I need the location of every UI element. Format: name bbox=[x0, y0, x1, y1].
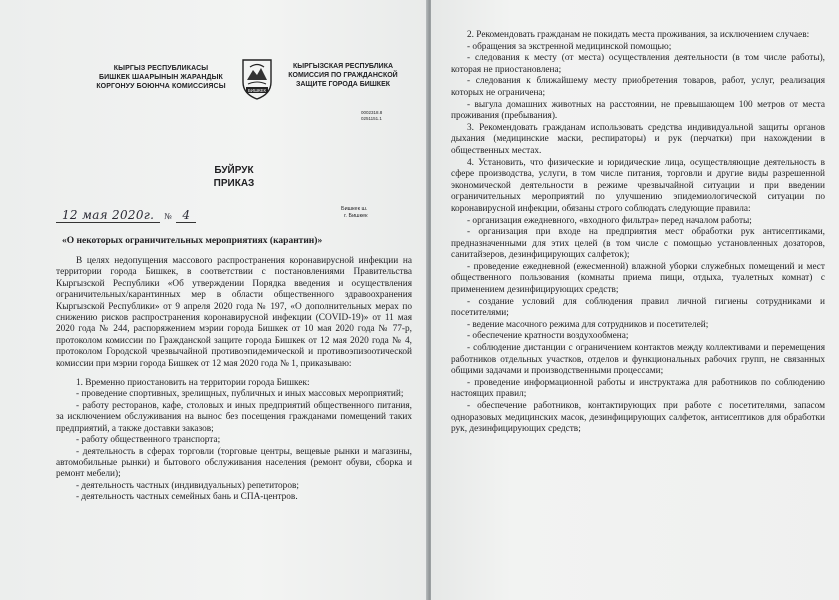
doc-code: 0251151.1 bbox=[361, 116, 382, 121]
order-number: 4 bbox=[176, 208, 196, 223]
clause-1-item: - проведение спортивных, зрелищных, публичных и иных массовых мероприятий; bbox=[76, 389, 404, 400]
clause-1-item: - деятельность в сферах торговли (торговые центры, вещевые рынки и магазины, автомобильные рынки) и бытового обслуживания населения (ремонт обуви, сборка и ремонт мебели); bbox=[56, 446, 412, 480]
place-of-issue bbox=[341, 206, 368, 220]
clause-4-item: - обеспечение работников, контактирующих при работе с посетителями, запасом одноразовых медицинских масок, дезинфицирующих салфеток, антисептиков для обработки рук, дезинфицирующих средств; bbox=[451, 401, 825, 435]
order-titles bbox=[56, 164, 412, 190]
letterhead-kyrgyz bbox=[86, 64, 236, 91]
order-subject: «О некоторых ограничительных мероприятиях (карантин)» bbox=[62, 236, 323, 246]
letterhead-kg-line: КЫРГЫЗ РЕСПУБЛИКАСЫ bbox=[113, 65, 209, 72]
title-russian: ПРИКАЗ bbox=[213, 178, 255, 189]
clause-4-item: - обеспечение кратности воздухообмена; bbox=[467, 331, 629, 342]
clause-2-item: - выгула домашних животных на расстоянии, не превышающем 100 метров от места проживания (пребывания). bbox=[451, 99, 825, 122]
date-line bbox=[56, 200, 412, 234]
letterhead bbox=[56, 30, 412, 122]
clause-4-item: - ведение масочного режима для сотрудников и посетителей; bbox=[467, 319, 709, 330]
clause-4-item: - организация при входе на предприятия мест обработки рук антисептиками, предназначенными для этих целей (в том числе с помощью установленных дозаторов, санитайзеров, дезинфицирующих салфеток); bbox=[451, 227, 825, 261]
letterhead-kg-line: БИШКЕК ШААРЫНЫН ЖАРАНДЫК bbox=[99, 74, 223, 81]
letterhead-kg-line: КОРГОНУУ БОЮНЧА КОМИССИЯСЫ bbox=[96, 83, 226, 90]
clause-4-item: - соблюдение дистанции с ограничением контактов между коллективами и перемещения работников отдельных участков, отделов и функциональных рабочих групп, не связанных общими задачами и производственными процессами; bbox=[451, 343, 825, 377]
bishkek-emblem-icon bbox=[240, 58, 274, 100]
clause-2-title: 2. Рекомендовать гражданам не покидать места проживания, за исключением случаев: bbox=[467, 30, 810, 40]
clause-3: 3. Рекомендовать гражданам использовать средства индивидуальной защиты органов дыхания (медицинские маски, респираторы) и рук (перчатки) при нахождении в общественных местах. bbox=[451, 122, 825, 156]
intro-paragraph: В целях недопущения массового распространения коронавирусной инфекции на территории города Бишкек, в соответствии с постановлениями Правительства Кыргызской Республики «Об утверждении Порядка введения и осуществления ограничительных/карантинных мер в области общественного здравоохранения Кыргызской Республики» от 9 апреля 2020 года № 197, «О дополнительных мерах по снижению рисков распространения коронавирусной инфекции (COVID-19)» от 11 мая 2020 года № 244, распоряжением мэрии города Бишкек от 10 мая 2020 года № 77-р, протоколом комиссии по Гражданской защите города Бишкек от 12 мая 2020 года № 4, протоколом Городской чрезвычайной противоэпидемической и противоэпизоотической комиссии при мэрии города Бишкек от 12 мая 2020 года № 1, приказываю: bbox=[56, 256, 412, 369]
date-value: 12 мая 2020г. bbox=[56, 208, 160, 223]
clause-4-item: - проведение информационной работы и инструктажа для работников по соблюдению настоящих правил; bbox=[451, 377, 825, 400]
doc-code: 0002318.8 bbox=[361, 110, 383, 115]
right-body-text bbox=[451, 30, 825, 436]
clause-4-item: - создание условий для соблюдения правил личной гигиены сотрудниками и посетителями; bbox=[451, 296, 825, 319]
letterhead-ru-line: ЗАЩИТЕ ГОРОДА БИШКЕК bbox=[295, 81, 391, 88]
clause-4-item: - организация ежедневного, «входного фильтра» перед началом работы; bbox=[467, 215, 752, 226]
letterhead-russian bbox=[278, 62, 408, 89]
clause-2-item: - следования к ближайшему месту приобретения товаров, работ, услуг, реализация которых не ограничена; bbox=[451, 76, 825, 98]
clause-1-item: - работу ресторанов, кафе, столовых и иных предприятий общественного питания, за исключением обслуживания на вынос без посещения гражданами помещений таких предприятий, а также доставки заказов; bbox=[56, 400, 412, 434]
left-body-text bbox=[56, 256, 412, 504]
clause-1-item: - деятельность частных семейных бань и СПА-центров. bbox=[76, 492, 298, 503]
clause-2-item: - обращения за экстренной медицинской помощью; bbox=[467, 41, 672, 52]
place-ru: г. Бишкек bbox=[344, 213, 368, 219]
clause-1-item: - работу общественного транспорта; bbox=[76, 435, 221, 446]
handwritten-date bbox=[56, 208, 196, 223]
letterhead-ru-line: КОМИССИЯ ПО ГРАЖДАНСКОЙ bbox=[288, 72, 398, 79]
emblem-text: БИШКЕК bbox=[247, 88, 267, 93]
number-label: № bbox=[164, 212, 173, 221]
page-right bbox=[431, 0, 839, 600]
clause-4-item: - проведение ежедневной (ежесменной) влажной уборки служебных помещений и мест общественного пользования (комнаты приема пищи, отдыха, туалетных комнат) с применением дезинфицирующих средств; bbox=[451, 261, 825, 296]
place-kg: Бишкек ш. bbox=[341, 206, 368, 212]
clause-4-title: 4. Установить, что физические и юридические лица, осуществляющие деятельность в сфере производства, услуги, в том числе питания, торговли и другие виды разрешенной экономической деятельности в режиме чрезвычайной ситуации и при введении ограничительных мероприятий по улучшению эпидемиологической ситуации по коронавирусной инфекции, обязаны строго соблюдать следующие правила: bbox=[451, 157, 825, 214]
clause-2-item: - следования к месту (от места) осуществления деятельности (в том числе работы), которая не приостановлена; bbox=[451, 53, 825, 75]
clause-1-item: - деятельность частных (индивидуальных) репетиторов; bbox=[76, 480, 299, 491]
letterhead-ru-line: КЫРГЫЗСКАЯ РЕСПУБЛИКА bbox=[292, 63, 394, 70]
clause-1-title: 1. Временно приостановить на территории города Бишкек: bbox=[76, 378, 310, 389]
title-kyrgyz: БУЙРУК bbox=[214, 165, 254, 176]
document-codes bbox=[361, 110, 382, 122]
